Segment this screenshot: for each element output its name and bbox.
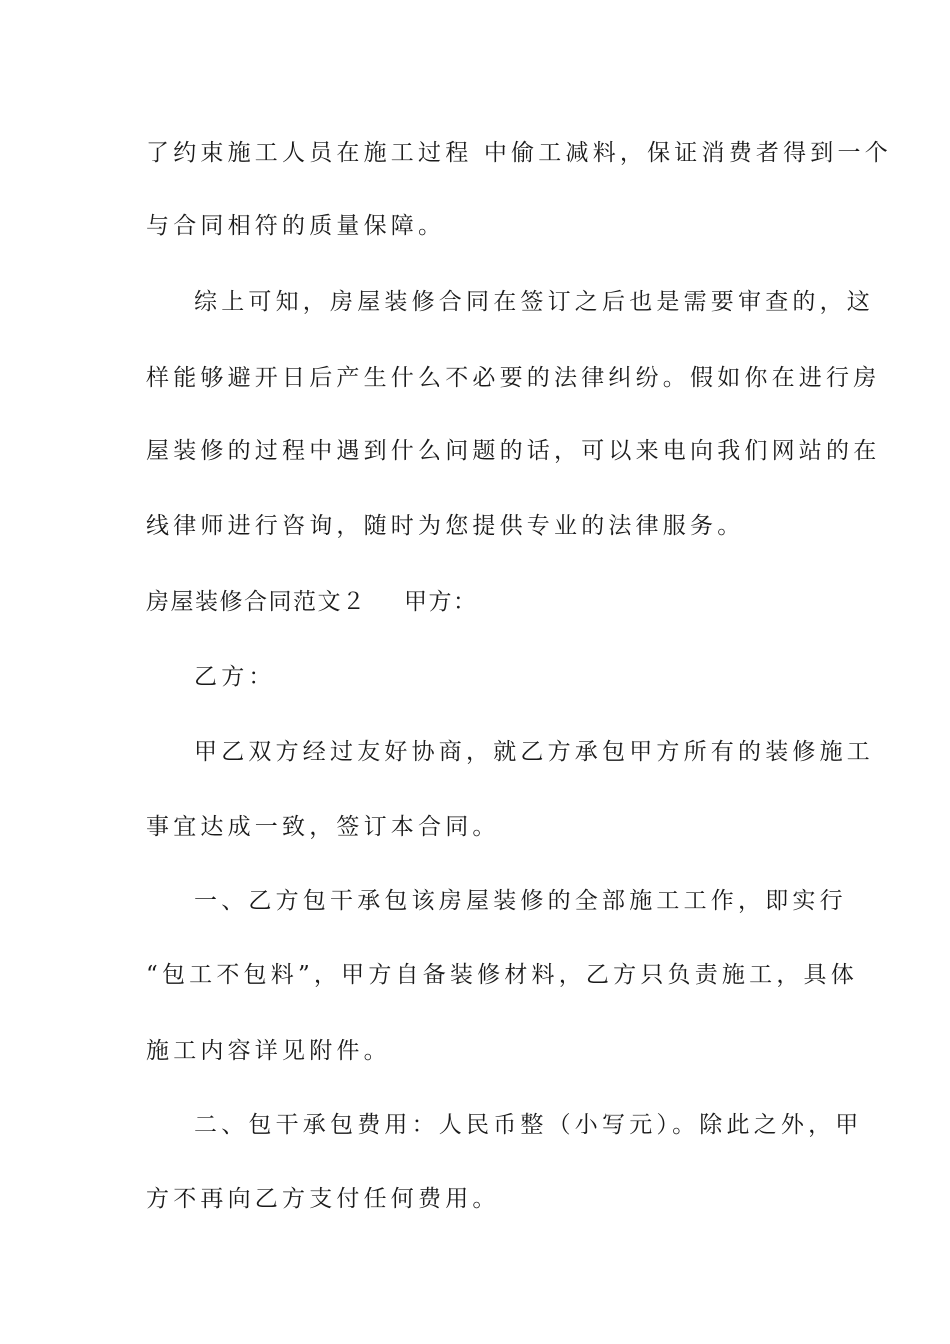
paragraph-line: 事宜达成一致，签订本合同。 — [146, 814, 500, 840]
paragraph-line: 线律师进行咨询，随时为您提供专业的法律服务。 — [146, 513, 745, 539]
paragraph-line: 施工内容详见附件。 — [146, 1038, 391, 1064]
paragraph-line: 二、包干承包费用：人民币整（小写元）。除此之外，甲 — [194, 1112, 863, 1138]
paragraph-line: 屋装修的过程中遇到什么问题的话，可以来电向我们网站的在 — [146, 438, 881, 464]
paragraph-line: 与合同相符的质量保障。 — [146, 213, 446, 239]
paragraph-line: “包工不包料”，甲方自备装修材料，乙方只负责施工，具体 — [146, 962, 858, 988]
paragraph-line: 综上可知，房屋装修合同在签订之后也是需要审查的，这 — [194, 289, 874, 315]
paragraph-line: 一、乙方包干承包该房屋装修的全部施工工作，即实行 — [194, 888, 847, 914]
party-b-label: 乙方： — [194, 664, 276, 690]
paragraph-line: 方不再向乙方支付任何费用。 — [146, 1186, 500, 1212]
section-heading: 房屋装修合同范文２ — [146, 589, 367, 615]
paragraph-line: 样能够避开日后产生什么不必要的法律纠纷。假如你在进行房 — [146, 365, 881, 391]
paragraph-line: 甲乙双方经过友好协商，就乙方承包甲方所有的装修施工 — [194, 739, 874, 765]
party-a-label: 甲方： — [404, 589, 478, 615]
paragraph-line: 了约束施工人员在施工过程 中偷工减料，保证消费者得到一个 — [146, 140, 892, 166]
